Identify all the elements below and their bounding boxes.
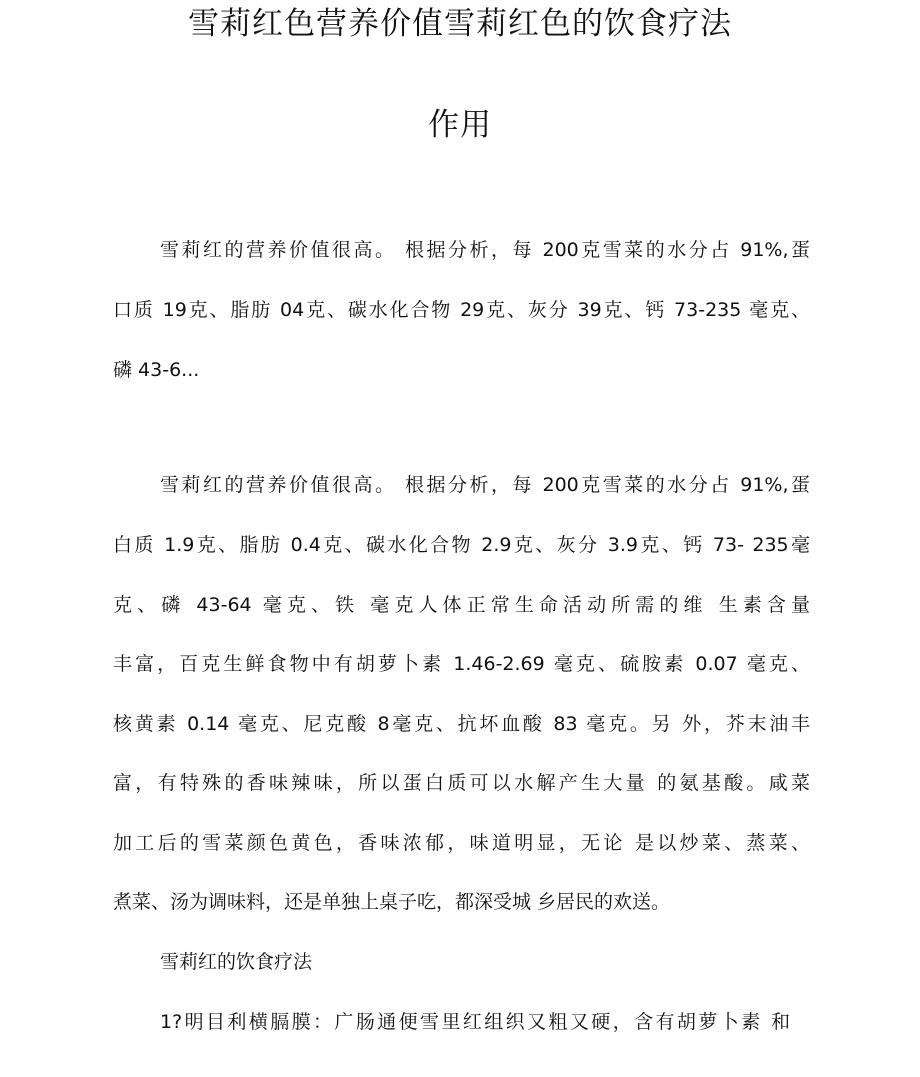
paragraph-2-line-7: 加工后的雪菜颜色黄色，香味浓郁，味道明显，无论 是以炒菜、蒸菜、 xyxy=(113,832,810,854)
paragraph-1-line-2: 口质 19克、脂肪 04克、碳水化合物 29克、灰分 39克、钙 73-235 毫克、 xyxy=(113,299,810,321)
paragraph-2-line-5: 核黄素 0.14 毫克、尼克酸 8毫克、抗坏血酸 83 毫克。另 外，芥末油丰 xyxy=(113,713,810,735)
paragraph-2-line-2: 白质 1.9克、脂肪 0.4克、碳水化合物 2.9克、灰分 3.9克、钙 73- 235毫 xyxy=(113,534,810,556)
paragraph-3-line-1: 1?明目利横膈膜：广肠通便雪里红组织又粗又硬，含有胡萝卜素 和 xyxy=(160,1011,790,1033)
section-heading: 雪莉红的饮食疗法 xyxy=(160,951,313,973)
paragraph-2-line-8: 煮菜、汤为调味料，还是单独上桌子吃，都深受城 乡居民的欢送。 xyxy=(113,891,671,913)
paragraph-2-line-1: 雪莉红的营养价值很高。 根据分析，每 200克雪菜的水分占 91%,蛋 xyxy=(160,474,810,496)
paragraph-2-line-4: 丰富，百克生鲜食物中有胡萝卜素 1.46-2.69 毫克、硫胺素 0.07 毫克、 xyxy=(113,653,810,675)
document-title-line-2: 作用 xyxy=(428,107,492,143)
paragraph-2-line-3: 克、磷 43-64 毫克、铁 毫克人体正常生命活动所需的维 生素含量 xyxy=(113,594,810,616)
paragraph-1-line-3: 磷 43-6... xyxy=(113,359,200,381)
paragraph-2-line-6: 富，有特殊的香味辣味，所以蛋白质可以水解产生大量 的氨基酸。咸菜 xyxy=(113,772,810,794)
document-title-line-1: 雪莉红色营养价值雪莉红色的饮食疗法 xyxy=(188,6,732,42)
paragraph-1-line-1: 雪莉红的营养价值很高。 根据分析，每 200克雪菜的水分占 91%,蛋 xyxy=(160,239,810,261)
